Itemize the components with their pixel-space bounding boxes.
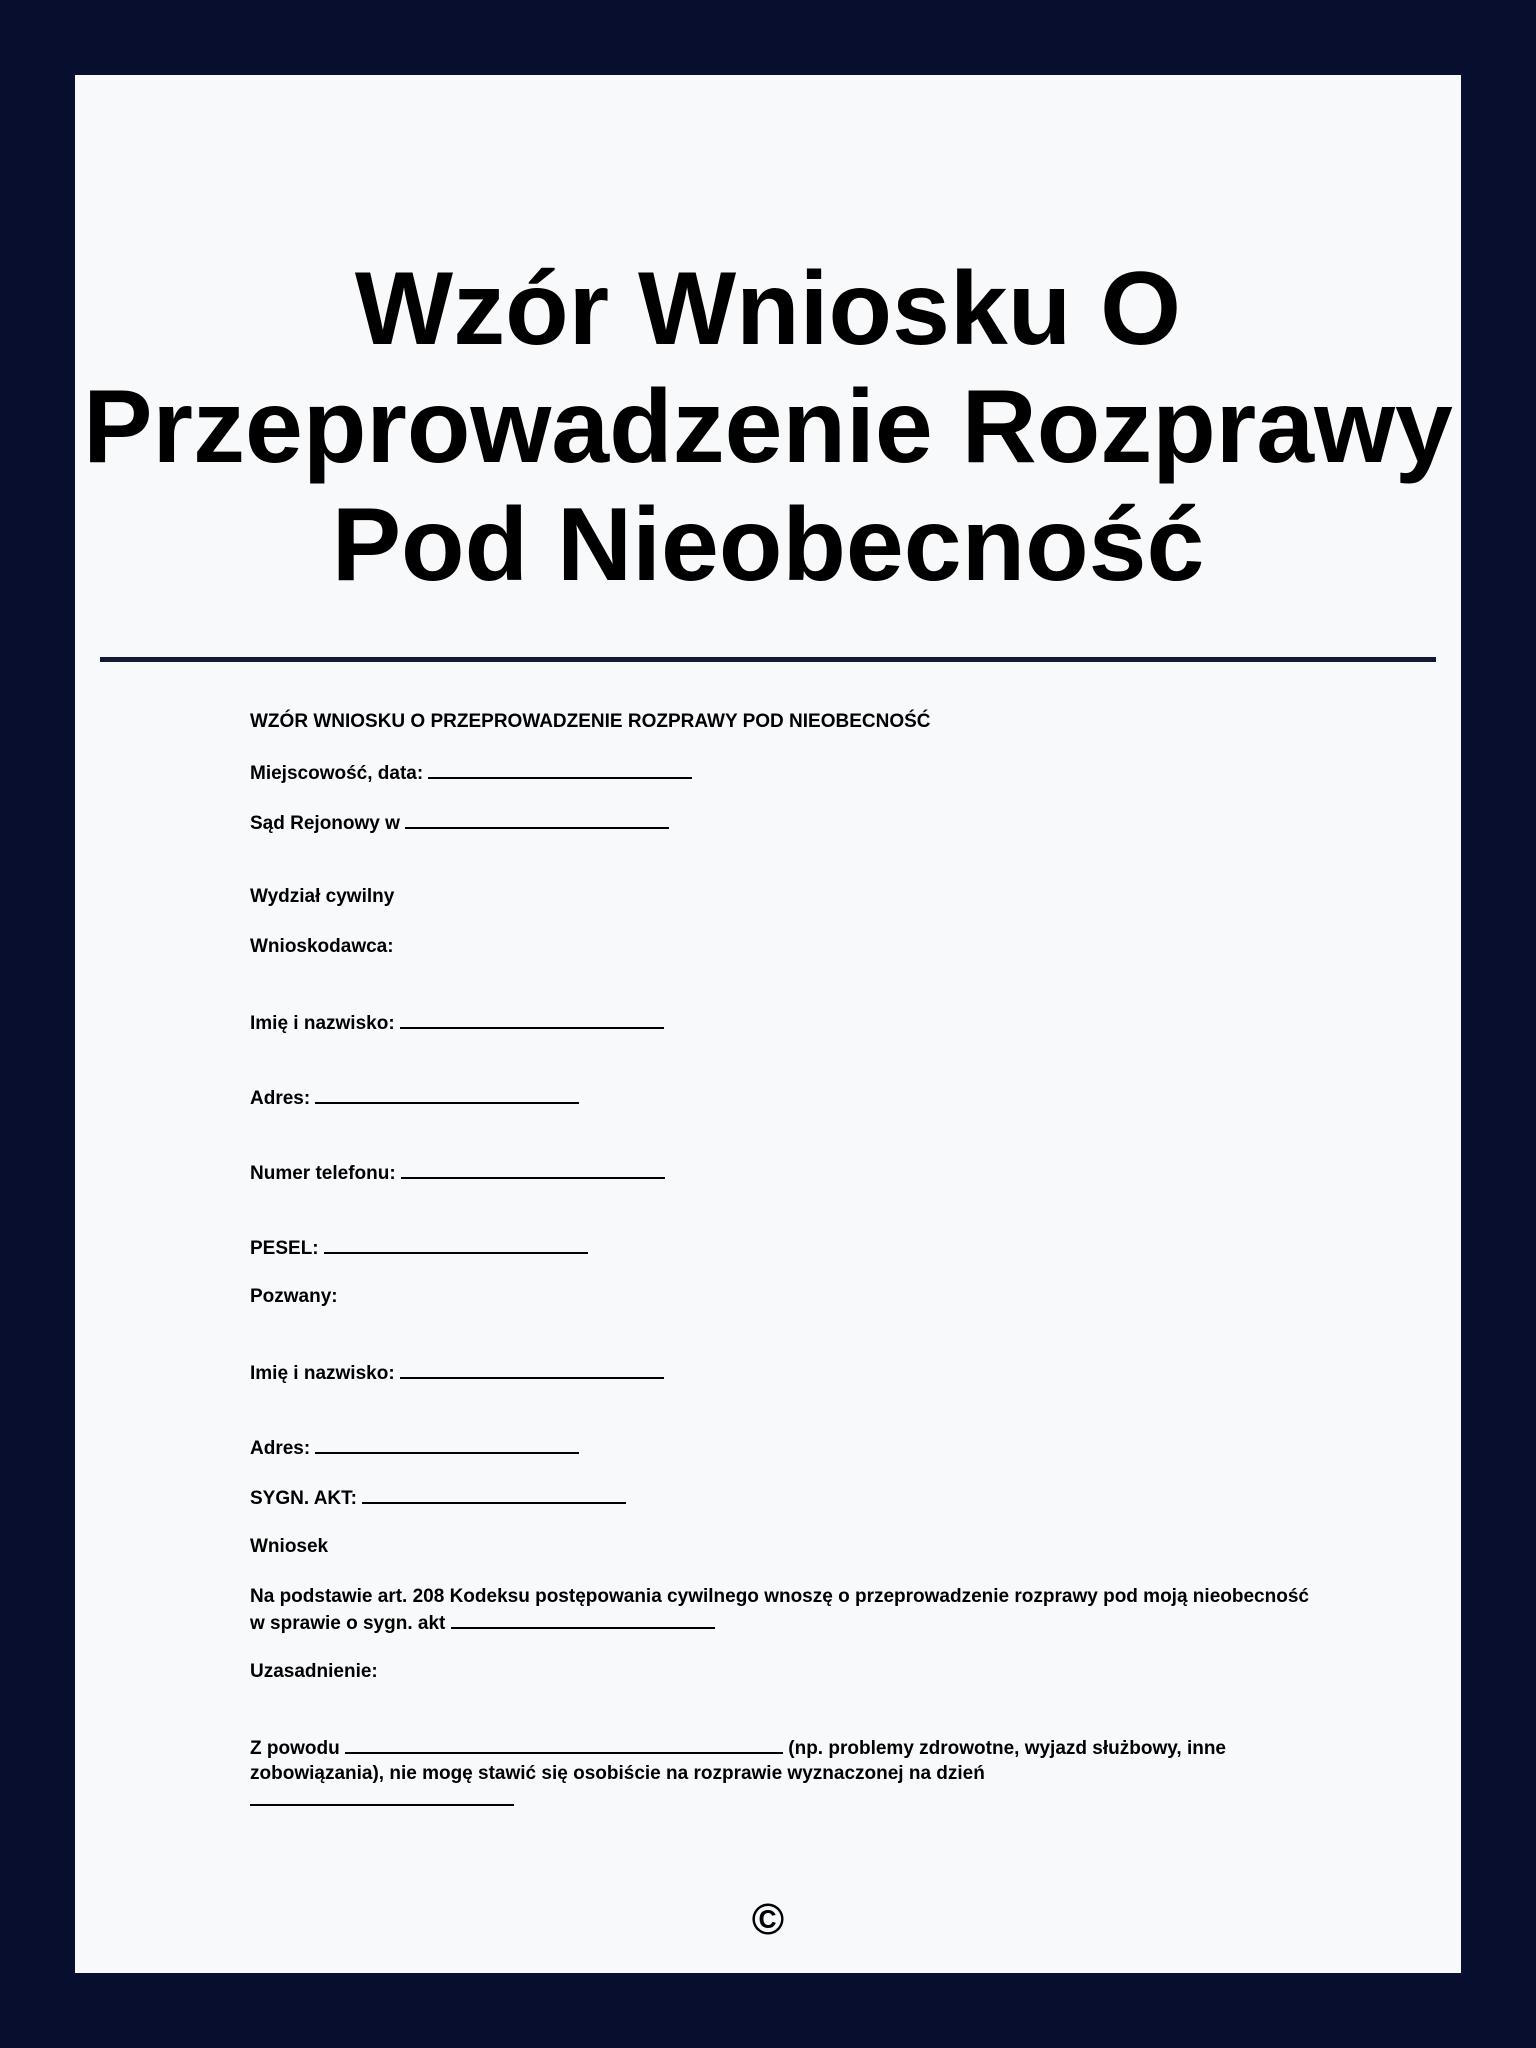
court-blank <box>405 809 669 829</box>
applicant-pesel-label: PESEL: <box>250 1238 319 1259</box>
case-number-label: SYGN. AKT: <box>250 1488 357 1509</box>
division-row <box>250 884 1310 909</box>
defendant-name-label: Imię i nazwisko: <box>250 1363 395 1384</box>
applicant-phone-label: Numer telefonu: <box>250 1163 396 1184</box>
page-title: Wzór Wniosku O Przeprowadzenie Rozprawy Pod Nieobecność <box>83 251 1453 603</box>
justification-reason-blank <box>345 1734 783 1754</box>
applicant-name-row <box>250 1009 1310 1036</box>
defendant-address-blank <box>315 1434 579 1454</box>
defendant-name-blank <box>400 1359 664 1379</box>
place-date-blank <box>428 759 692 779</box>
request-paragraph <box>250 1584 1310 1636</box>
defendant-row <box>250 1284 1310 1309</box>
applicant-pesel-blank <box>324 1234 588 1254</box>
applicant-phone-row <box>250 1159 1310 1186</box>
applicant-row <box>250 934 1310 959</box>
defendant-name-row <box>250 1359 1310 1386</box>
applicant-address-blank <box>315 1084 579 1104</box>
applicant-address-row <box>250 1084 1310 1111</box>
document-page <box>75 75 1461 1973</box>
request-text: Na podstawie art. 208 Kodeksu postępowania cywilnego wnoszę o przeprowadzenie rozprawy pod moją nieobecność w sprawie o sygn. akt <box>250 1586 1309 1634</box>
case-number-row <box>250 1484 1310 1511</box>
applicant-address-label: Adres: <box>250 1088 311 1109</box>
justification-heading: Uzasadnienie: <box>250 1661 378 1682</box>
justification-paragraph <box>250 1734 1310 1813</box>
justification-text: (np. problemy zdrowotne, wyjazd służbowy, inne zobowiązania), nie mogę stawić się osobiście na rozprawie wyznaczonej na dzień <box>250 1738 1226 1784</box>
justification-date-blank <box>250 1786 514 1806</box>
request-case-blank <box>451 1609 715 1629</box>
court-row <box>250 809 1310 836</box>
place-date-row <box>250 759 1310 786</box>
defendant-address-label: Adres: <box>250 1438 311 1459</box>
justification-prefix: Z powodu <box>250 1738 340 1759</box>
division-label: Wydział cywilny <box>250 886 395 907</box>
form-heading: WZÓR WNIOSKU O PRZEPROWADZENIE ROZPRAWY POD NIEOBECNOŚĆ <box>250 711 931 732</box>
applicant-phone-blank <box>401 1159 665 1179</box>
applicant-label: Wnioskodawca: <box>250 936 394 957</box>
place-date-label: Miejscowość, data: <box>250 763 424 784</box>
copyright-icon: © <box>751 1895 785 1944</box>
applicant-pesel-row <box>250 1234 1310 1261</box>
defendant-label: Pozwany: <box>250 1286 338 1307</box>
title-divider <box>100 657 1436 662</box>
defendant-address-row <box>250 1434 1310 1461</box>
applicant-name-blank <box>400 1009 664 1029</box>
court-label: Sąd Rejonowy w <box>250 813 400 834</box>
applicant-name-label: Imię i nazwisko: <box>250 1013 395 1034</box>
case-number-blank <box>362 1484 626 1504</box>
request-heading: Wniosek <box>250 1536 329 1557</box>
